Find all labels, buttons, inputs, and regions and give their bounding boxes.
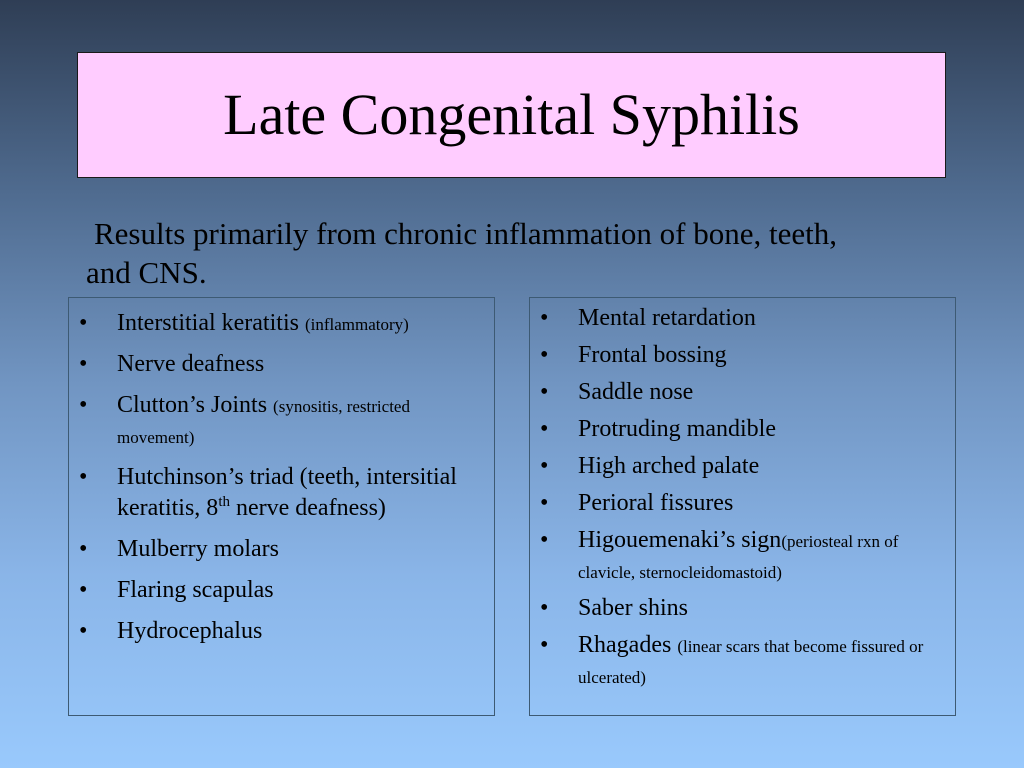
- subtitle-line-1: Results primarily from chronic inflammation of bone, teeth,: [94, 216, 837, 251]
- bullet-icon: •: [540, 453, 549, 479]
- item-text: Protruding mandible: [578, 416, 776, 442]
- bullet-icon: •: [79, 310, 88, 336]
- list-item: [540, 488, 945, 519]
- item-text: Mental retardation: [578, 305, 756, 331]
- item-text: Flaring scapulas: [117, 577, 274, 603]
- item-text: Mulberry molars: [117, 536, 279, 562]
- list-item: [540, 525, 945, 587]
- list-item: [79, 575, 470, 606]
- subtitle-line-2: and CNS.: [86, 255, 207, 290]
- item-text: Higouemenaki’s sign: [578, 527, 782, 553]
- left-bullet-list: [69, 298, 494, 647]
- list-item: [540, 377, 945, 408]
- list-item: [540, 414, 945, 445]
- list-item: [79, 534, 470, 565]
- item-text: Hutchinson’s triad (teeth, intersitial keratitis, 8: [117, 464, 457, 521]
- bullet-icon: •: [540, 632, 549, 658]
- bullet-icon: •: [540, 342, 549, 368]
- bullet-icon: •: [79, 464, 88, 490]
- bullet-icon: •: [79, 618, 88, 644]
- list-item: [79, 308, 470, 339]
- list-item: [79, 616, 470, 647]
- item-text: Saber shins: [578, 595, 688, 621]
- list-item: [540, 630, 945, 692]
- list-item: [540, 593, 945, 624]
- left-column-box: [68, 297, 495, 716]
- item-text: High arched palate: [578, 453, 760, 479]
- item-text: Perioral fissures: [578, 490, 734, 516]
- item-text: Rhagades: [578, 632, 672, 658]
- bullet-icon: •: [540, 379, 549, 405]
- item-note: (synositis, restricted movement): [117, 397, 410, 447]
- bullet-icon: •: [79, 536, 88, 562]
- slide-title: Late Congenital Syphilis: [223, 82, 800, 147]
- item-text-cont: nerve deafness): [229, 495, 386, 521]
- item-note: (periosteal rxn of clavicle, sternocleidomastoid): [578, 532, 899, 582]
- bullet-icon: •: [79, 392, 88, 418]
- bullet-icon: •: [79, 577, 88, 603]
- slide-subtitle: [86, 214, 946, 292]
- bullet-icon: •: [540, 416, 549, 442]
- right-bullet-list: [530, 298, 955, 692]
- list-item: [540, 451, 945, 482]
- list-item: [540, 340, 945, 371]
- item-note: (inflammatory): [304, 315, 409, 334]
- list-item: [79, 462, 470, 524]
- list-item: [79, 390, 470, 452]
- item-text: Clutton’s Joints: [117, 392, 268, 418]
- item-text: Interstitial keratitis: [117, 310, 299, 336]
- item-text: Saddle nose: [578, 379, 694, 405]
- list-item: [540, 303, 945, 334]
- list-item: [79, 349, 470, 380]
- item-text: Nerve deafness: [117, 351, 265, 377]
- superscript: th: [218, 494, 230, 510]
- item-text: Frontal bossing: [578, 342, 727, 368]
- bullet-icon: •: [79, 351, 88, 377]
- bullet-icon: •: [540, 305, 549, 331]
- item-note: (linear scars that become fissured or ulcerated): [578, 637, 924, 687]
- bullet-icon: •: [540, 595, 549, 621]
- title-box: [77, 52, 946, 178]
- bullet-icon: •: [540, 527, 549, 553]
- bullet-icon: •: [540, 490, 549, 516]
- item-text: Hydrocephalus: [117, 618, 263, 644]
- right-column-box: [529, 297, 956, 716]
